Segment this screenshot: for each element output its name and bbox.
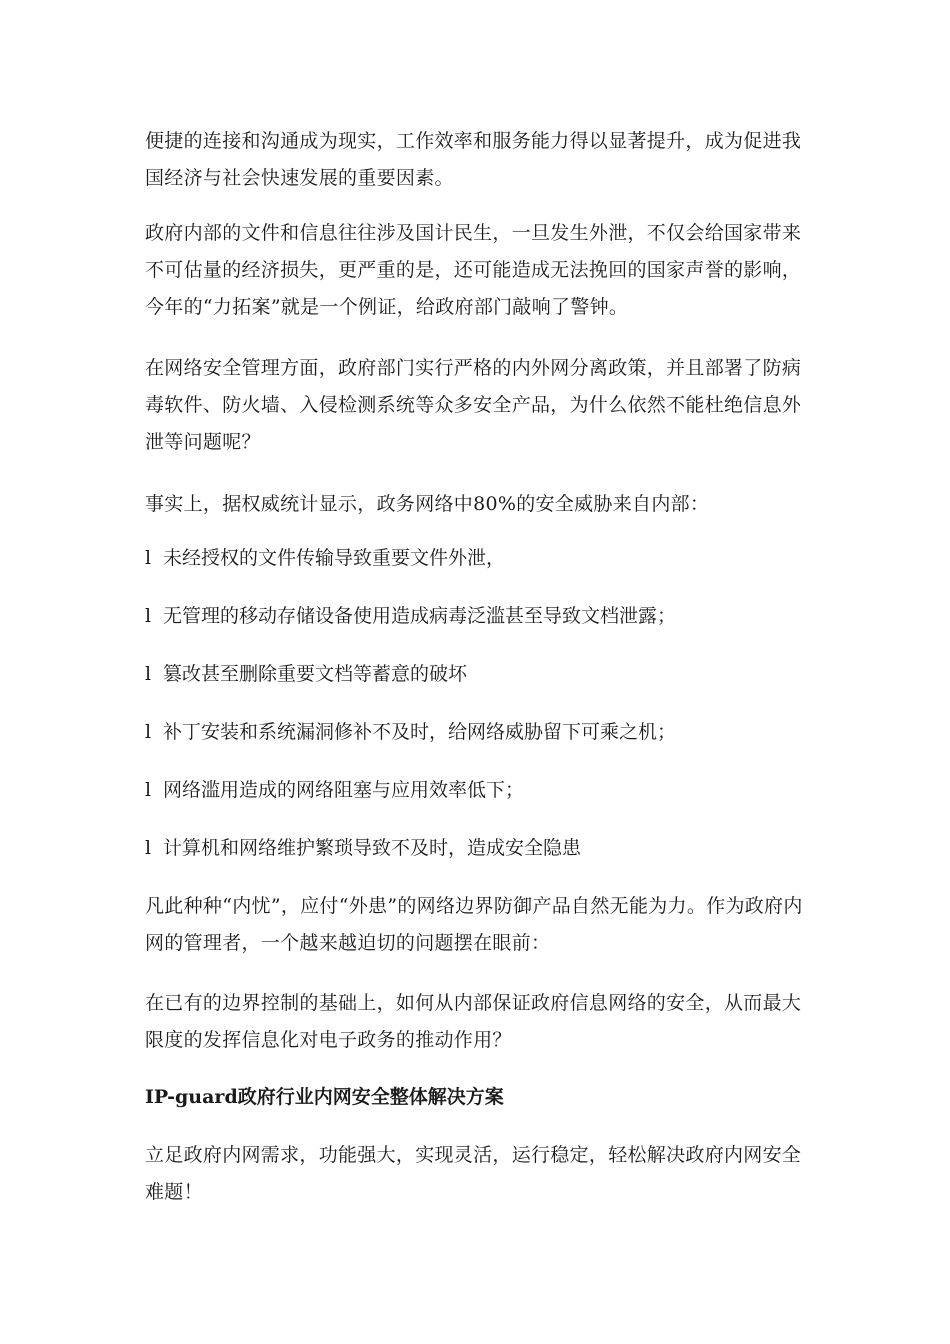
paragraph-core-question: 在已有的边界控制的基础上，如何从内部保证政府信息网络的安全，从而最大限度的发挥信息化对电子政务的推动作用？ xyxy=(145,992,802,1051)
paragraph-statistics: 事实上，据权威统计显示，政务网络中80%的安全威胁来自内部： xyxy=(145,493,710,515)
list-item-text: 未经授权的文件传输导致重要文件外泄， xyxy=(163,547,506,569)
list-item-text: 计算机和网络维护繁琐导致不及时，造成安全隐患 xyxy=(163,837,582,859)
paragraph-internal-threats: 凡此种种“内忧”，应付“外患”的网络边界防御产品自然无能为力。作为政府内网的管理者，一个越来越迫切的问题摆在眼前： xyxy=(145,895,803,954)
bullet-marker: l xyxy=(145,779,152,801)
list-item xyxy=(145,833,581,863)
list-item-text: 网络滥用造成的网络阻塞与应用效率低下； xyxy=(163,779,525,801)
bullet-marker: l xyxy=(145,721,152,743)
list-item xyxy=(145,601,676,631)
list-item xyxy=(145,717,676,747)
list-item-text: 篡改甚至删除重要文档等蓄意的破坏 xyxy=(163,663,468,685)
list-item xyxy=(145,775,524,805)
bullet-marker: l xyxy=(145,663,152,685)
paragraph-security-question: 在网络安全管理方面，政府部门实行严格的内外网分离政策，并且部署了防病毒软件、防火墙、入侵检测系统等众多安全产品，为什么依然不能杜绝信息外泄等问题呢？ xyxy=(145,357,802,453)
paragraph-intro: 便捷的连接和沟通成为现实，工作效率和服务能力得以显著提升，成为促进我国经济与社会快速发展的重要因素。 xyxy=(145,130,802,189)
list-item xyxy=(145,543,505,573)
bullet-marker: l xyxy=(145,605,152,627)
list-item-text: 无管理的移动存储设备使用造成病毒泛滥甚至导致文档泄露； xyxy=(163,605,677,627)
list-item xyxy=(145,659,467,689)
bullet-marker: l xyxy=(145,547,152,569)
section-heading: IP-guard政府行业内网安全整体解决方案 xyxy=(145,1086,504,1108)
paragraph-solution-summary: 立足政府内网需求，功能强大，实现灵活，运行稳定，轻松解决政府内网安全难题！ xyxy=(145,1144,802,1203)
bullet-marker: l xyxy=(145,837,152,859)
list-item-text: 补丁安装和系统漏洞修补不及时，给网络威胁留下可乘之机； xyxy=(163,721,677,743)
paragraph-leak-risk: 政府内部的文件和信息往往涉及国计民生，一旦发生外泄，不仅会给国家带来不可估量的经济损失，更严重的是，还可能造成无法挽回的国家声誉的影响，今年的“力拓案”就是一个例证，给政府部门敲响了警钟。 xyxy=(145,222,802,318)
